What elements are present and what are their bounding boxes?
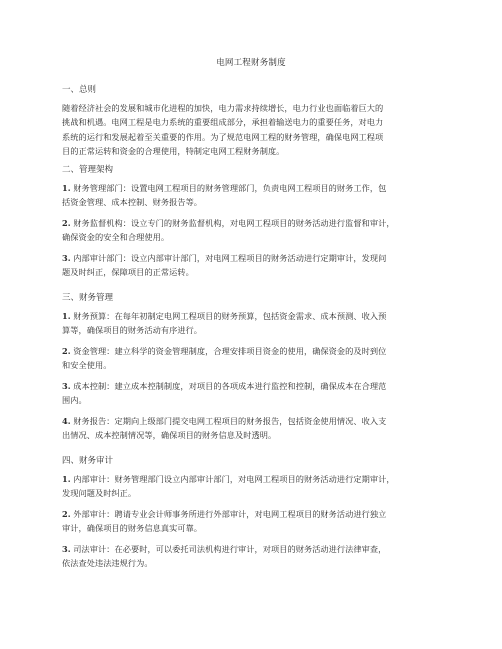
text-line: 财务预算：在每年初制定电网工程项目的财务预算，包括资金需求、成本预测、收入预 <box>70 311 387 321</box>
text-line: 出情况、成本控制情况等，确保项目的财务信息及时透明。 <box>62 430 277 441</box>
section-heading-financial-management: 三、财务管理 <box>62 293 114 303</box>
text-line: 目的正常运转和资金的合理使用，特制定电网工程财务制度。 <box>62 145 285 156</box>
paragraph-item <box>62 251 444 280</box>
document-title: 电网工程财务制度 <box>216 58 286 68</box>
item-number: 4. <box>62 416 71 426</box>
text-line: 挑战和机遇。电网工程是电力系统的重要组成部分，承担着输送电力的重要任务，对电力 <box>62 117 384 128</box>
text-line: 司法审计：在必要时，可以委托司法机构进行审计，对项目的财务活动进行法律审查， <box>70 544 387 554</box>
item-number: 1. <box>62 474 71 484</box>
text-line: 依法查处违法违规行为。 <box>62 558 153 569</box>
item-number: 3. <box>62 381 71 391</box>
text-line: 内部审计部门：设立内部审计部门，对电网工程项目的财务活动进行定期审计，发现问 <box>70 253 387 263</box>
paragraph-item <box>62 309 444 338</box>
text-line: 发现问题及时纠正。 <box>62 488 137 499</box>
section-heading-management-structure: 二、管理架构 <box>62 165 114 175</box>
item-number: 1. <box>62 311 71 321</box>
item-number: 3. <box>62 544 71 554</box>
text-line: 内部审计：财务管理部门设立内部审计部门，对电网工程项目的财务活动进行定期审计， <box>70 474 395 484</box>
text-line: 随着经济社会的发展和城市化进程的加快，电力需求持续增长，电力行业也面临着巨大的 <box>62 103 384 113</box>
item-number: 2. <box>62 218 71 228</box>
paragraph-item <box>62 507 444 536</box>
text-line: 围内。 <box>62 395 87 406</box>
text-line: 题及时纠正，保障项目的正常运转。 <box>62 267 194 278</box>
text-line: 财务监督机构：设立专门的财务监督机构，对电网工程项目的财务活动进行监督和审计， <box>70 218 395 228</box>
text-line: 确保资金的安全和合理使用。 <box>62 232 170 243</box>
item-number: 2. <box>62 509 71 519</box>
paragraph-item <box>62 181 444 210</box>
paragraph-general <box>62 101 444 158</box>
item-number: 3. <box>62 253 71 263</box>
text-line: 审计，确保项目的财务信息真实可靠。 <box>62 523 203 534</box>
text-line: 括资金管理、成本控制、财务报告等。 <box>62 197 203 208</box>
text-line: 和安全使用。 <box>62 360 112 371</box>
section-heading-financial-audit: 四、财务审计 <box>62 456 114 466</box>
text-line: 系统的运行和发展起着至关重要的作用。为了规范电网工程的财务管理，确保电网工程项 <box>62 131 384 142</box>
paragraph-item <box>62 472 444 501</box>
text-line: 财务报告：定期向上级部门提交电网工程项目的财务报告，包括资金使用情况、收入支 <box>70 416 387 426</box>
paragraph-item <box>62 379 444 408</box>
text-line: 算等，确保项目的财务活动有序进行。 <box>62 325 203 336</box>
text-line: 资金管理：建立科学的资金管理制度，合理安排项目资金的使用，确保资金的及时到位 <box>70 346 387 356</box>
item-number: 1. <box>62 183 71 193</box>
paragraph-item <box>62 344 444 373</box>
text-line: 财务管理部门：设置电网工程项目的财务管理部门，负责电网工程项目的财务工作，包 <box>70 183 387 193</box>
item-number: 2. <box>62 346 71 356</box>
text-line: 外部审计：聘请专业会计师事务所进行外部审计，对电网工程项目的财务活动进行独立 <box>70 509 387 519</box>
paragraph-item <box>62 216 444 245</box>
paragraph-item <box>62 542 444 571</box>
paragraph-item <box>62 414 444 443</box>
section-heading-general: 一、总则 <box>62 85 97 95</box>
text-line: 成本控制：建立成本控制制度，对项目的各项成本进行监控和控制，确保成本在合理范 <box>70 381 387 391</box>
